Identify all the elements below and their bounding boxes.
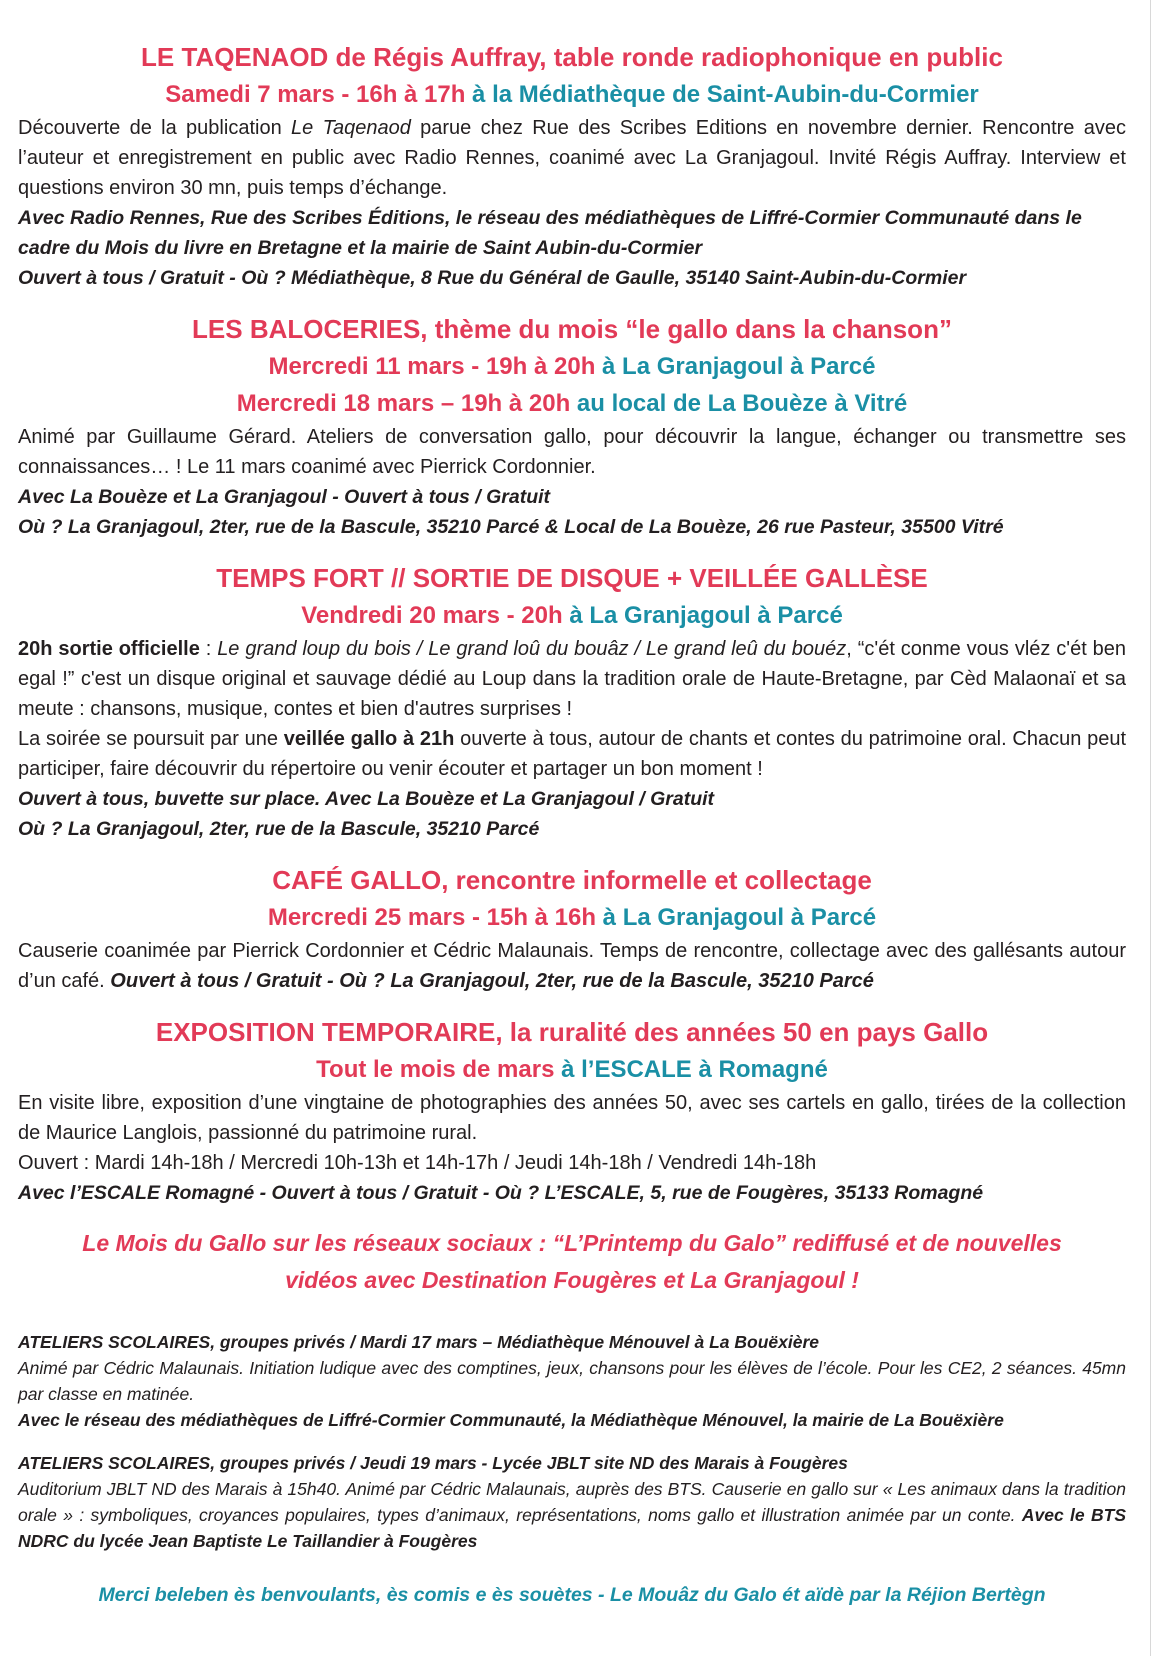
event-description: Animé par Guillaume Gérard. Ateliers de conversation gallo, pour découvrir la langue, échanger ou transmettre ses connaissances… ! Le 11 mars coanimé avec Pierrick Cordonnier. [18,426,1126,478]
event-date-text: Samedi 7 mars - 16h à 17h [165,81,466,108]
event-description [18,634,1126,724]
event-date-text: Vendredi 20 mars - 20h [301,602,563,629]
event-temps-fort [18,559,1126,844]
release-label: 20h sortie officielle [18,638,200,660]
atelier-partners: Avec le BTS NDRC du lycée Jean Baptiste Le Taillandier à Fougères [18,1505,1126,1551]
event-title: CAFÉ GALLO, rencontre informelle et collectage [272,865,872,895]
event-info: Avec l’ESCALE Romagné - Ouvert à tous / Gratuit - Où ? L’ESCALE, 5, rue de Fougères, 35133 Romagné [18,1182,984,1204]
event-place: à la Médiathèque de Saint-Aubin-du-Cormier [465,81,979,108]
description-text: Causerie coanimée par Pierrick Cordonnier et Cédric Malaunais. Temps de rencontre, collectage avec des gallésants autour d’un café. [18,940,1126,992]
atelier-partners: Avec le réseau des médiathèques de Liffré-Cormier Communauté, la Médiathèque Ménouvel, la mairie de La Bouëxière [18,1410,1004,1430]
description-text: Découverte de la publication [18,117,292,139]
event-info: Où ? La Granjagoul, 2ter, rue de la Bascule, 35210 Parcé & Local de La Bouèze, 26 rue Pasteur, 35500 Vitré [18,516,1004,538]
opening-hours: Ouvert : Mardi 14h-18h / Mercredi 10h-13h et 14h-17h / Jeudi 14h-18h / Vendredi 14h-18h [18,1152,817,1174]
social-media-promo [18,1225,1126,1299]
event-date [18,76,1126,113]
event-date-text: Tout le mois de mars [316,1056,555,1083]
event-description [18,724,1126,784]
book-title: Le Taqenaod [291,117,411,139]
description-text: ouverte à tous, autour de chants et contes du patrimoine oral. Chacun peut participer, faire découvrir du répertoire ou venir écouter et partager un bon moment ! [18,728,1127,780]
event-place: à La Granjagoul à Parcé [595,353,876,380]
event-info: Où ? La Granjagoul, 2ter, rue de la Bascule, 35210 Parcé [18,818,540,840]
event-date [18,899,1126,936]
event-partners: Ouvert à tous, buvette sur place. Avec La Bouèze et La Granjagoul / Gratuit [18,788,715,810]
event-description [18,113,1126,203]
event-place: au local de La Bouèze à Vitré [570,390,908,417]
description-text: Auditorium JBLT ND des Marais à 15h40. Animé par Cédric Malaunais, auprès des BTS. Causerie en gallo sur « Les animaux dans la tradition orale » : symboliques, croyances populaires, types d’animaux, représentations, noms gallo et illustration animée par un conte. [18,1479,1126,1525]
atelier-description [18,1476,1126,1554]
promo-line: vidéos avec Destination Fougères et La Granjagoul ! [285,1267,859,1293]
atelier-title: ATELIERS SCOLAIRES, groupes privés / Mardi 17 mars – Médiathèque Ménouvel à La Bouëxière [18,1332,820,1352]
page-edge [1150,0,1151,1656]
event-title: EXPOSITION TEMPORAIRE, la ruralité des années 50 en pays Gallo [155,1017,989,1047]
separator: : [199,638,218,660]
description-text: , “c'ét conme vous vléz c'ét ben egal !” c'est un disque original et sauvage dédié au Loup dans la tradition orale de Haute-Bretagne, par Cèd Malaonaï et sa meute : chansons, musique, contes et bien d'autres surprises ! [18,638,1127,720]
event-cafe-gallo [18,861,1126,996]
event-info: Ouvert à tous / Gratuit - Où ? Médiathèque, 8 Rue du Général de Gaulle, 35140 Saint-Aubin-du-Cormier [18,267,967,289]
event-date [18,1051,1126,1088]
event-taqenaod [18,38,1126,293]
event-place: à La Granjagoul à Parcé [596,904,877,931]
event-place: à l’ESCALE à Romagné [554,1056,828,1083]
event-title: LES BALOCERIES, thème du mois “le gallo dans la chanson” [192,314,952,344]
description-text: parue chez Rue des Scribes Editions en novembre dernier. Rencontre avec l’auteur et enregistrement en public avec Radio Rennes, coanimé avec La Granjagoul. Invité Régis Auffray. Interview et questions environ 30 mn, puis temps d’échange. [18,117,1126,199]
event-baloceries [18,310,1126,542]
event-title: TEMPS FORT // SORTIE DE DISQUE + VEILLÉE GALLÈSE [216,563,928,593]
event-place: à La Granjagoul à Parcé [562,602,843,629]
event-exposition [18,1013,1126,1208]
atelier-scolaire-1 [18,1329,1126,1433]
flyer-content [18,38,1126,1610]
event-info: Ouvert à tous / Gratuit - Où ? La Granjagoul, 2ter, rue de la Bascule, 35210 Parcé [110,970,874,992]
event-partners: Avec La Bouèze et La Granjagoul - Ouvert à tous / Gratuit [18,486,551,508]
atelier-description: Animé par Cédric Malaunais. Initiation ludique avec des comptines, jeux, chansons pour les élèves de l’école. Pour les CE2, 2 séances. 45mn par classe en matinée. [18,1358,1126,1404]
description-text: La soirée se poursuit par une [18,728,284,750]
promo-line: Le Mois du Gallo sur les réseaux sociaux : “L’Printemp du Galo” rediffusé et de nouvelles [82,1230,1062,1256]
event-date-text: Mercredi 25 mars - 15h à 16h [267,904,597,931]
event-partners: Avec Radio Rennes, Rue des Scribes Éditions, le réseau des médiathèques de Liffré-Cormier Communauté dans le cadre du Mois du livre en Bretagne et la mairie de Saint Aubin-du-Cormier [18,207,1082,259]
event-title: LE TAQENAOD de Régis Auffray, table ronde radiophonique en public [141,42,1003,72]
veillee-label: veillée gallo à 21h [283,728,455,750]
event-date-text: Mercredi 11 mars - 19h à 20h [268,353,596,380]
event-date-text: Mercredi 18 mars – 19h à 20h [236,390,571,417]
event-date [18,385,1126,422]
event-date [18,348,1126,385]
event-description: En visite libre, exposition d’une vingtaine de photographies des années 50, avec ses cartels en gallo, tirées de la collection de Maurice Langlois, passionné du patrimoine rural. [18,1092,1126,1144]
event-date [18,597,1126,634]
event-description [18,936,1126,996]
footer-thanks: Merci beleben ès benvoulants, ès comis e ès souètes - Le Mouâz du Galo ét aïdè par la Réjion Bertègn [98,1584,1046,1606]
atelier-title: ATELIERS SCOLAIRES, groupes privés / Jeudi 19 mars - Lycée JBLT site ND des Marais à Fougères [18,1453,848,1473]
album-title: Le grand loup du bois / Le grand loû du bouâz / Le grand leû du bouéz [217,638,847,660]
atelier-scolaire-2 [18,1450,1126,1554]
